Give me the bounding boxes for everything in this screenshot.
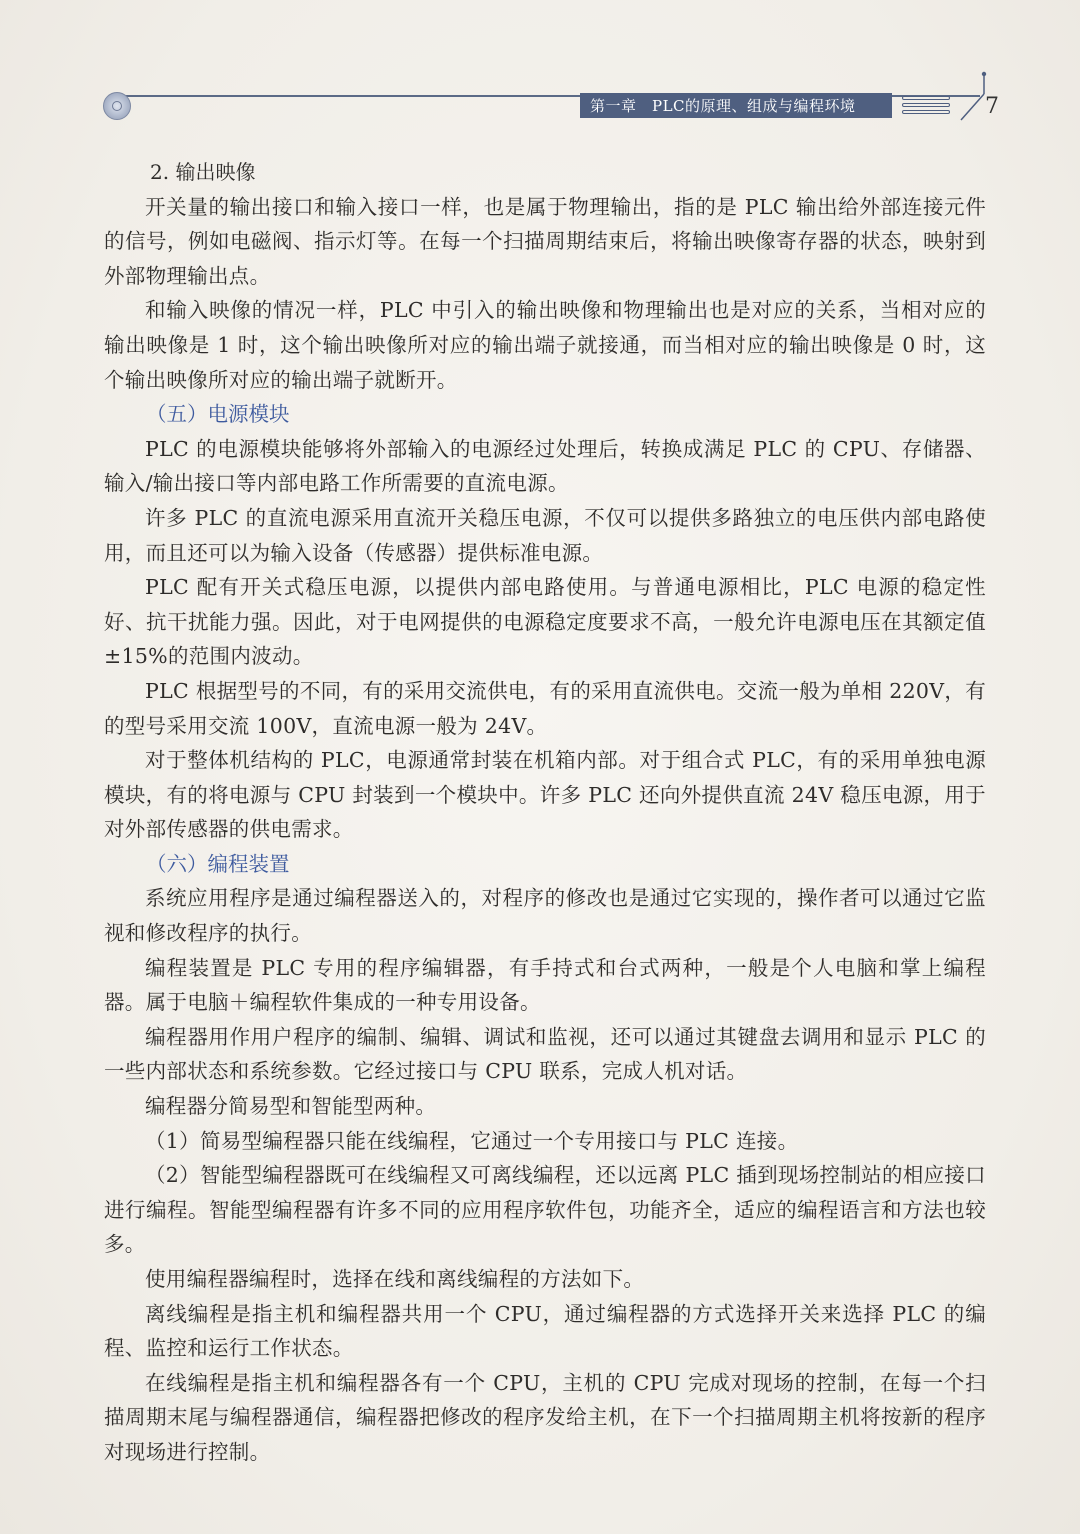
paragraph: 编程器分简易型和智能型两种。 [145, 1094, 437, 1119]
paragraph: PLC 的电源模块能够将外部输入的电源经过处理后，转换成满足 PLC 的 CPU、存储器、输入/输出接口等内部电路工作所需要的直流电源。 [104, 436, 986, 496]
paragraph: 离线编程是指主机和编程器共用一个 CPU，通过编程器的方式选择开关来选择 PLC 的编程、监控和运行工作状态。 [104, 1301, 986, 1361]
header-lines-ornament [902, 96, 950, 118]
header-circle-ornament [103, 92, 131, 120]
chapter-header-bar [580, 93, 892, 118]
subheading-output-image: 2. 输出映像 [150, 160, 256, 184]
paragraph: 对于整体机结构的 PLC，电源通常封装在机箱内部。对于组合式 PLC，有的采用单独电源模块，有的将电源与 CPU 封装到一个模块中。许多 PLC 还向外提供直流 24V 稳压电源，用于对外部传感器的供电需求。 [104, 748, 986, 842]
section-heading-programming-device: （六）编程装置 [146, 851, 290, 876]
paragraph: 许多 PLC 的直流电源采用直流开关稳压电源，不仅可以提供多路独立的电压供内部电路使用，而且还可以为输入设备（传感器）提供标准电源。 [104, 505, 986, 565]
chapter-title: 第一章 PLC的原理、组成与编程环境 [590, 97, 856, 115]
paragraph: 使用编程器编程时，选择在线和离线编程的方法如下。 [145, 1267, 645, 1291]
paragraph: PLC 根据型号的不同，有的采用交流供电，有的采用直流供电。交流一般为单相 220V，有的型号采用交流 100V，直流电源一般为 24V。 [104, 678, 986, 738]
paragraph: 在线编程是指主机和编程器各有一个 CPU，主机的 CPU 完成对现场的控制，在每一个扫描周期末尾与编程器通信，编程器把修改的程序发给主机，在下一个扫描周期主机将按新的程序对现场进行控制。 [104, 1370, 986, 1464]
page-content [104, 155, 986, 1470]
page-number: 7 [985, 94, 999, 119]
paragraph-list-item: （2）智能型编程器既可在线编程又可离线编程，还以远离 PLC 插到现场控制站的相应接口进行编程。智能型编程器有许多不同的应用程序软件包，功能齐全，适应的编程语言和方法也较多。 [104, 1163, 986, 1257]
paragraph: 系统应用程序是通过编程器送入的，对程序的修改也是通过它实现的，操作者可以通过它监视和修改程序的执行。 [104, 886, 986, 946]
paragraph: 和输入映像的情况一样，PLC 中引入的输出映像和物理输出也是对应的关系，当相对应的输出映像是 1 时，这个输出映像所对应的输出端子就接通，而当相对应的输出映像是 0 时，这个输出映像所对应的输出端子就断开。 [104, 298, 986, 392]
paragraph: PLC 配有开关式稳压电源，以提供内部电路使用。与普通电源相比，PLC 电源的稳定性好、抗干扰能力强。因此，对于电网提供的电源稳定度要求不高，一般允许电源电压在其额定值±15%的范围内波动。 [104, 575, 986, 669]
paragraph: 编程器用作用户程序的编制、编辑、调试和监视，还可以通过其键盘去调用和显示 PLC 的一些内部状态和系统参数。它经过接口与 CPU 联系，完成人机对话。 [104, 1024, 986, 1084]
paragraph-list-item: （1）简易型编程器只能在线编程，它通过一个专用接口与 PLC 连接。 [145, 1128, 799, 1153]
section-heading-power-module: （五）电源模块 [146, 402, 290, 427]
paragraph: 开关量的输出接口和输入接口一样，也是属于物理输出，指的是 PLC 输出给外部连接元件的信号，例如电磁阀、指示灯等。在每一个扫描周期结束后，将输出映像寄存器的状态，映射到外部物理输出点。 [104, 194, 986, 288]
paragraph: 编程装置是 PLC 专用的程序编辑器，有手持式和台式两种，一般是个人电脑和掌上编程器。属于电脑＋编程软件集成的一种专用设备。 [104, 955, 986, 1015]
